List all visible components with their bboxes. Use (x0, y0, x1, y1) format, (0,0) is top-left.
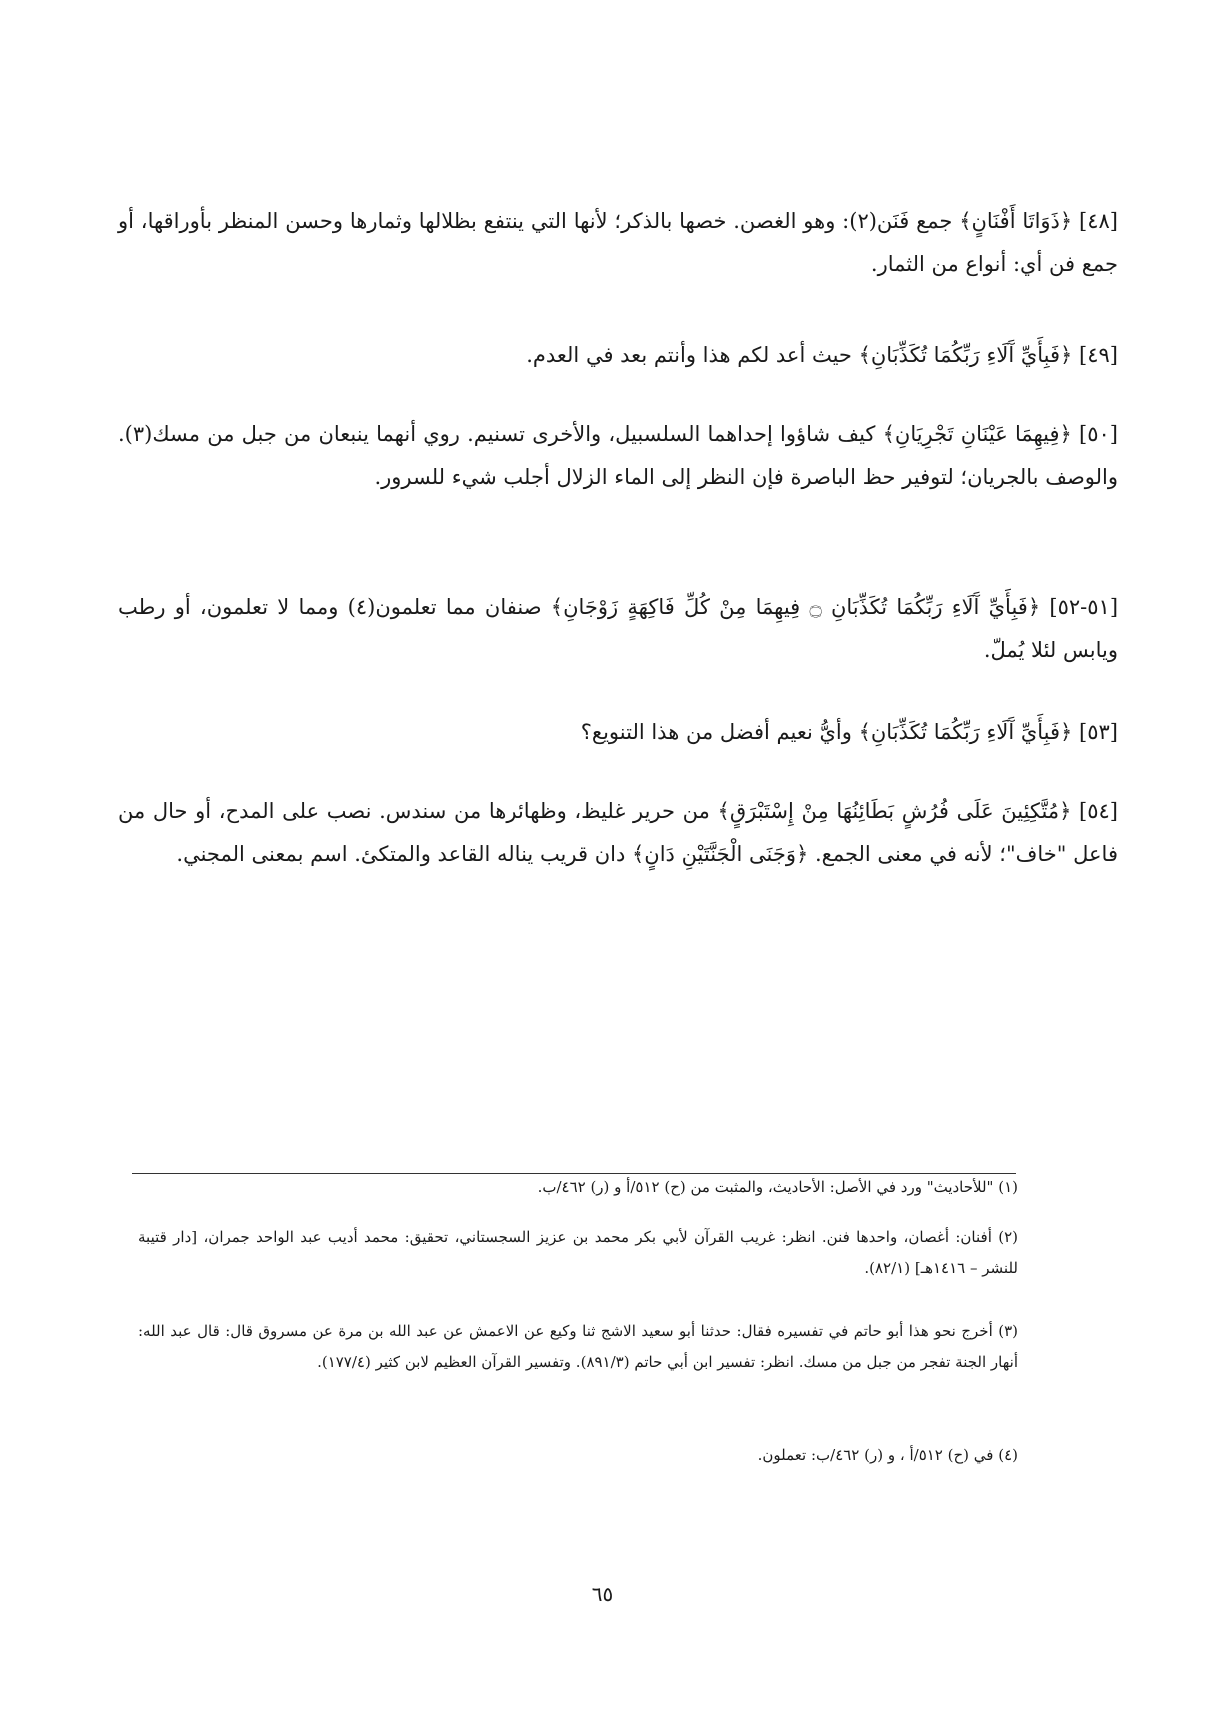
paragraph-verse-54: [٥٤] ﴿مُتَّكِئِينَ عَلَى فُرُشٍ بَطَائِنُهَا مِنْ إِسْتَبْرَقٍ﴾ من حرير غليظ، وظهائرها من سندس. نصب على المدح، أو حال من فاعل "خاف"؛ لأنه في معنى الجمع. ﴿وَجَنَى الْجَنَّتَيْنِ دَانٍ﴾ دان قريب يناله القاعد والمتكئ. اسم بمعنى المجني. (118, 799, 1118, 866)
paragraph-verse-48: [٤٨] ﴿ذَوَاتَا أَفْنَانٍ﴾ جمع فَنَن(٢): وهو الغصن. خصها بالذكر؛ لأنها التي ينتفع بظلالها وثمارها وحسن المنظر بأوراقها، أو جمع فن أي: أنواع من الثمار. (118, 209, 1118, 276)
footnote-3: (٣) أخرج نحو هذا أبو حاتم في تفسيره فقال: حدثنا أبو سعيد الاشج ثنا وكيع عن الاعمش عن عبد الله بن مرة عن مسروق قال: قال عبد الله: أنهار الجنة تفجر من جبل من مسك. انظر: تفسير ابن أبي حاتم (٨٩١/٣). وتفسير القرآن العظيم لابن كثير (١٧٧/٤). (138, 1322, 1018, 1371)
paragraph-verse-53: [٥٣] ﴿فَبِأَيِّ آَلَاءِ رَبِّكُمَا تُكَذِّبَانِ﴾ وأيُّ نعيم أفضل من هذا التنويع؟ (580, 720, 1118, 744)
paragraph-verse-51-52: [٥١-٥٢] ﴿فَبِأَيِّ آَلَاءِ رَبِّكُمَا تُكَذِّبَانِ ۝ فِيهِمَا مِنْ كُلِّ فَاكِهَةٍ زَوْجَانِ﴾ صنفان مما تعلمون(٤) ومما لا تعلمون، أو رطب ويابس لئلا يُملّ. (118, 595, 1119, 662)
paragraph-verse-49: [٤٩] ﴿فَبِأَيِّ آَلَاءِ رَبِّكُمَا تُكَذِّبَانِ﴾ حيث أعد لكم هذا وأنتم بعد في العدم. (526, 343, 1118, 367)
paragraph-verse-50: [٥٠] ﴿فِيهِمَا عَيْنَانِ تَجْرِيَانِ﴾ كيف شاؤوا إحداهما السلسبيل، والأخرى تسنيم. روي أنهما ينبعان من جبل من مسك(٣). والوصف بالجريان؛ لتوفير حظ الباصرة فإن النظر إلى الماء الزلال أجلب شيء للسرور. (118, 422, 1118, 489)
page-number: ٦٥ (591, 1582, 614, 1606)
footnote-4: (٤) في (ح) ٥١٢/أ ، و (ر) ٤٦٢/ب: تعملون. (757, 1446, 1018, 1464)
footnote-1: (١) "للأحاديث" ورد في الأصل: الأحاديث، والمثبت من (ح) ٥١٢/أ و (ر) ٤٦٢/ب. (537, 1178, 1018, 1196)
footnote-2: (٢) أفنان: أغصان، واحدها فنن. انظر: غريب القرآن لأبي بكر محمد بن عزيز السجستاني، تحقيق: محمد أديب عبد الواحد جمران، [دار قتيبة للنشر – ١٤١٦هـ] (٨٢/١). (138, 1228, 1018, 1277)
